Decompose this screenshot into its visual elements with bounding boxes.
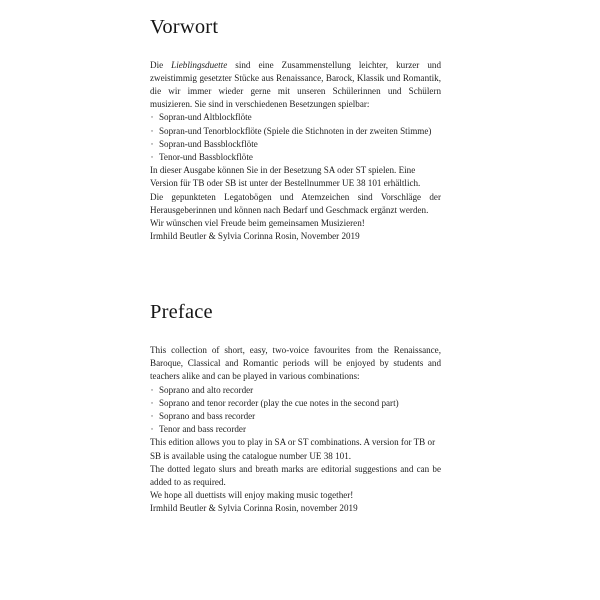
bullet-icon: · xyxy=(150,397,154,408)
german-title-italic: Lieblingsduette xyxy=(171,59,228,70)
heading-vorwort: Vorwort xyxy=(150,16,219,38)
bullet-icon: · xyxy=(150,410,154,421)
section-preface xyxy=(150,243,441,515)
list-item xyxy=(150,384,441,397)
list-item-label: Sopran-und Bassblockflöte xyxy=(159,138,258,149)
list-item-label: Sopran-und Tenorblockflöte (Spiele die Stichnoten in der zweiten Stimme) xyxy=(159,125,432,136)
english-intro-paragraph: This collection of short, easy, two-voice favourites from the Renaissance, Baroque, Classical and Romantic periods will be enjoyed by students and teachers alike and can be played in various combinations: xyxy=(150,344,441,382)
list-item xyxy=(150,423,441,436)
german-intro-rest: sind eine Zusammenstellung leichter, kurzer und zweistimmig gesetzter Stücke aus Renaissance, Barock, Klassik und Romantik, die wir immer wieder gerne mit unseren Schülerinnen und Schülern musizieren. Sie sind in verschiedenen Besetzungen spielbar: xyxy=(150,59,442,110)
list-item xyxy=(150,410,441,423)
list-item-label: Soprano and alto recorder xyxy=(159,384,254,395)
document-content xyxy=(150,0,441,516)
english-signature: Irmhild Beutler & Sylvia Corinna Rosin, november 2019 xyxy=(150,503,358,514)
english-combination-list xyxy=(150,384,441,437)
list-item xyxy=(150,138,441,151)
english-editorial-note: The dotted legato slurs and breath marks are editorial suggestions and can be added to as required. xyxy=(150,463,441,487)
list-item-label: Soprano and tenor recorder (play the cue notes in the second part) xyxy=(159,397,399,408)
list-item xyxy=(150,151,441,164)
german-edition-note: In dieser Ausgabe können Sie in der Besetzung SA oder ST spielen. Eine Version für TB oder SB ist unter der Bestellnummer UE 38 101 erhältlich. xyxy=(150,165,421,189)
list-item-label: Sopran-und Altblockflöte xyxy=(159,112,252,123)
german-signature: Irmhild Beutler & Sylvia Corinna Rosin, November 2019 xyxy=(150,231,360,242)
english-closing: We hope all duettists will enjoy making music together! xyxy=(150,490,354,501)
bullet-icon: · xyxy=(150,125,154,136)
list-item xyxy=(150,125,441,138)
list-item-label: Tenor and bass recorder xyxy=(159,424,246,435)
bullet-icon: · xyxy=(150,112,154,123)
bullet-icon: · xyxy=(150,384,154,395)
german-intro-paragraph xyxy=(150,59,441,112)
section-vorwort xyxy=(150,0,441,243)
bullet-icon: · xyxy=(150,424,154,435)
heading-preface: Preface xyxy=(150,301,213,324)
list-item xyxy=(150,111,441,124)
german-editorial-note: Die gepunkteten Legatobögen und Atemzeichen sind Vorschläge der Herausgeberinnen und können nach Bedarf und Geschmack ergänzt werden. xyxy=(150,191,441,215)
german-combination-list xyxy=(150,111,441,164)
bullet-icon: · xyxy=(150,138,154,149)
german-closing: Wir wünschen viel Freude beim gemeinsamen Musizieren! xyxy=(150,217,365,228)
list-item-label: Tenor-und Bassblockflöte xyxy=(159,151,253,162)
german-intro-lead: Die xyxy=(150,59,172,70)
bullet-icon: · xyxy=(150,151,154,162)
english-edition-note: This edition allows you to play in SA or ST combinations. A version for TB or SB is available using the catalogue number UE 38 101. xyxy=(150,437,436,461)
list-item xyxy=(150,397,441,410)
list-item-label: Soprano and bass recorder xyxy=(159,410,256,421)
